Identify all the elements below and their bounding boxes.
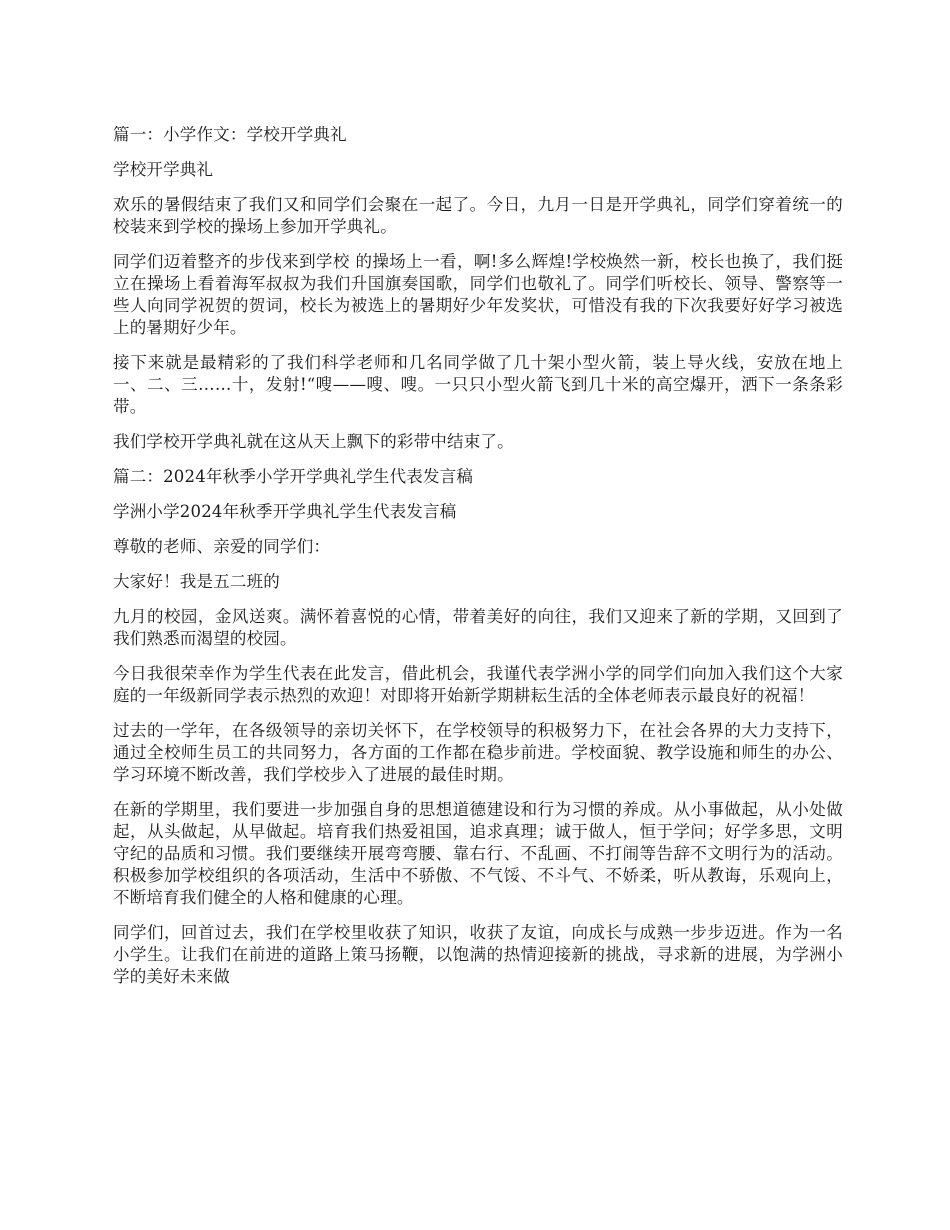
paragraph: 接下来就是最精彩的了我们科学老师和几名同学做了几十架小型火箭，装上导火线，安放在地上一、二、三……十，发射!“嗖——嗖、嗖。一只只小型火箭飞到几十米的高空爆开，洒下一条条彩带。	[113, 353, 843, 416]
paragraph: 我们学校开学典礼就在这从天上飘下的彩带中结束了。	[113, 432, 514, 451]
salutation: 尊敬的老师、亲爱的同学们：	[113, 537, 331, 556]
heading-part-one: 篇一：小学作文：学校开学典礼	[113, 125, 347, 144]
paragraph: 欢乐的暑假结束了我们又和同学们会聚在一起了。今日，九月一日是开学典礼，同学们穿着统一的校装来到学校的操场上参加开学典礼。	[113, 195, 843, 236]
essay-title: 学校开学典礼	[113, 160, 214, 179]
document-body	[113, 124, 843, 1001]
paragraph: 过去的一学年，在各级领导的亲切关怀下，在学校领导的积极努力下，在社会各界的大力支持下，通过全校师生员工的共同努力，各方面的工作都在稳步前进。学校面貌、教学设施和师生的办公、学习环境不断改善，我们学校步入了进展的最佳时期。	[113, 721, 843, 784]
paragraph: 同学们，回首过去，我们在学校里收获了知识，收获了友谊，向成长与成熟一步步迈进。作为一名小学生。让我们在前进的道路上策马扬鞭，以饱满的热情迎接新的挑战，寻求新的进展，为学洲小学的美好未来做	[113, 923, 843, 986]
heading-part-two: 篇二：2024年秋季小学开学典礼学生代表发言稿	[113, 467, 474, 486]
paragraph: 在新的学期里，我们要进一步加强自身的思想道德建设和行为习惯的养成。从小事做起，从小处做起，从头做起，从早做起。培育我们热爱祖国，追求真理；诚于做人，恒于学问；好学多思，文明守纪的品质和习惯。我们要继续开展弯弯腰、靠右行、不乱画、不打闹等告辞不文明行为的活动。积极参加学校组织的各项活动，生活中不骄傲、不气馁、不斗气、不娇柔，听从教诲，乐观向上，不断培育我们健全的人格和健康的心理。	[113, 800, 843, 907]
paragraph: 今日我很荣幸作为学生代表在此发言，借此机会，我谨代表学洲小学的同学们向加入我们这个大家庭的一年级新同学表示热烈的欢迎！对即将开始新学期耕耘生活的全体老师表示最良好的祝福！	[113, 664, 843, 705]
speech-title: 学洲小学2024年秋季开学典礼学生代表发言稿	[113, 502, 457, 521]
greeting: 大家好！我是五二班的	[113, 572, 280, 591]
paragraph: 同学们迈着整齐的步伐来到学校 的操场上一看，啊!多么辉煌!学校焕然一新，校长也换了，我们挺立在操场上看着海军叔叔为我们升国旗奏国歌，同学们也敬礼了。同学们听校长、领导、警察等一些人向同学祝贺的贺词，校长为被选上的暑期好少年发奖状，可惜没有我的下次我要好好学习被选上的暑期好少年。	[113, 252, 843, 337]
paragraph: 九月的校园，金风送爽。满怀着喜悦的心情，带着美好的向往，我们又迎来了新的学期，又回到了我们熟悉而渴望的校园。	[113, 607, 843, 648]
